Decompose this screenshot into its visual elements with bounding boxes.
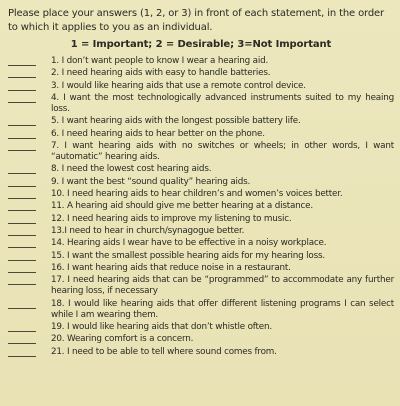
statement-item [8,226,394,237]
statement-text: 1. I don’t want people to know I wear a hearing aid. [51,56,269,66]
answer-blank[interactable] [8,251,36,261]
statement-item [8,214,394,225]
statement-item [8,347,394,358]
answer-blank[interactable] [8,299,36,309]
statement-text: 10. I need hearing aids to hear children’s and women’s voices better. [51,189,343,200]
answer-blank[interactable] [8,263,36,273]
answer-blank[interactable] [8,93,36,103]
statement-item [8,334,394,345]
answer-blank[interactable] [8,226,36,236]
statement-item [8,263,394,274]
statement-text: 19. I would like hearing aids that don’t whistle often. [51,322,272,333]
statement-text: 9. I want the best “sound quality” hearing aids. [51,176,251,187]
answer-blank[interactable] [8,334,36,344]
answer-blank[interactable] [8,56,36,66]
statement-text: 18. I would like hearing aids that offer different listening programs I can select while I am wearing them. [51,298,394,320]
statement-list [8,56,394,358]
answer-blank[interactable] [8,116,36,126]
statement-text: 15. I want the smallest possible hearing aids for my hearing loss. [51,250,325,261]
statement-text: 16. I want hearing aids that reduce noise in a restaurant. [51,262,291,273]
statement-item [8,116,394,127]
rating-legend: 1 = Important; 2 = Desirable; 3=Not Important [70,39,332,50]
statement-item [8,189,394,200]
answer-blank[interactable] [8,141,36,151]
answer-blank[interactable] [8,68,36,78]
statement-text: 4. I want the most technologically advanced instruments suited to my heaing loss. [51,92,394,115]
statement-text: 3. I would like hearing aids that use a remote control device. [51,80,306,91]
statement-item [8,251,394,262]
statement-item [8,56,394,67]
statement-item [8,322,394,333]
statement-text: 13.I need to hear in church/synagogue better. [51,225,245,236]
answer-blank[interactable] [8,177,36,187]
statement-item [8,299,394,321]
statement-item [8,141,394,163]
answer-blank[interactable] [8,214,36,224]
answer-blank[interactable] [8,189,36,199]
statement-text: 2. I need hearing aids with easy to handle batteries. [51,68,271,79]
statement-text: 11. A hearing aid should give me better hearing at a distance. [51,201,313,212]
answer-blank[interactable] [8,81,36,91]
statement-text: 12. I need hearing aids to improve my listening to music. [51,213,292,224]
statement-item [8,275,394,297]
statement-item [8,129,394,140]
statement-item [8,93,394,115]
statement-text: 17. I need hearing aids that can be “programmed” to accommodate any further hearing loss, if necessary [51,275,394,297]
statement-text: 8. I need the lowest cost hearing aids. [51,164,212,175]
answer-blank[interactable] [8,347,36,357]
statement-item [8,238,394,249]
statement-item [8,68,394,79]
statement-item [8,164,394,175]
answer-blank[interactable] [8,164,36,174]
answer-blank[interactable] [8,201,36,211]
statement-text: 6. I need hearing aids to hear better on the phone. [51,128,265,139]
statement-item [8,201,394,212]
statement-text: 7. I want hearing aids with no switches or wheels; in other words, I want “automatic” hearing aids. [51,140,394,163]
instructions-text: Please place your answers (1, 2, or 3) in front of each statement, in the order to which it applies to you as an individual. [8,8,384,33]
answer-blank[interactable] [8,129,36,139]
statement-text: 5. I want hearing aids with the longest possible battery life. [51,116,301,127]
statement-text: 21. I need to be able to tell where sound comes from. [51,346,277,357]
answer-blank[interactable] [8,238,36,248]
statement-item [8,177,394,188]
answer-blank[interactable] [8,275,36,285]
statement-text: 20. Wearing comfort is a concern. [51,334,194,345]
statement-item [8,81,394,92]
statement-text: 14. Hearing aids I wear have to be effective in a noisy workplace. [51,238,327,249]
answer-blank[interactable] [8,322,36,332]
